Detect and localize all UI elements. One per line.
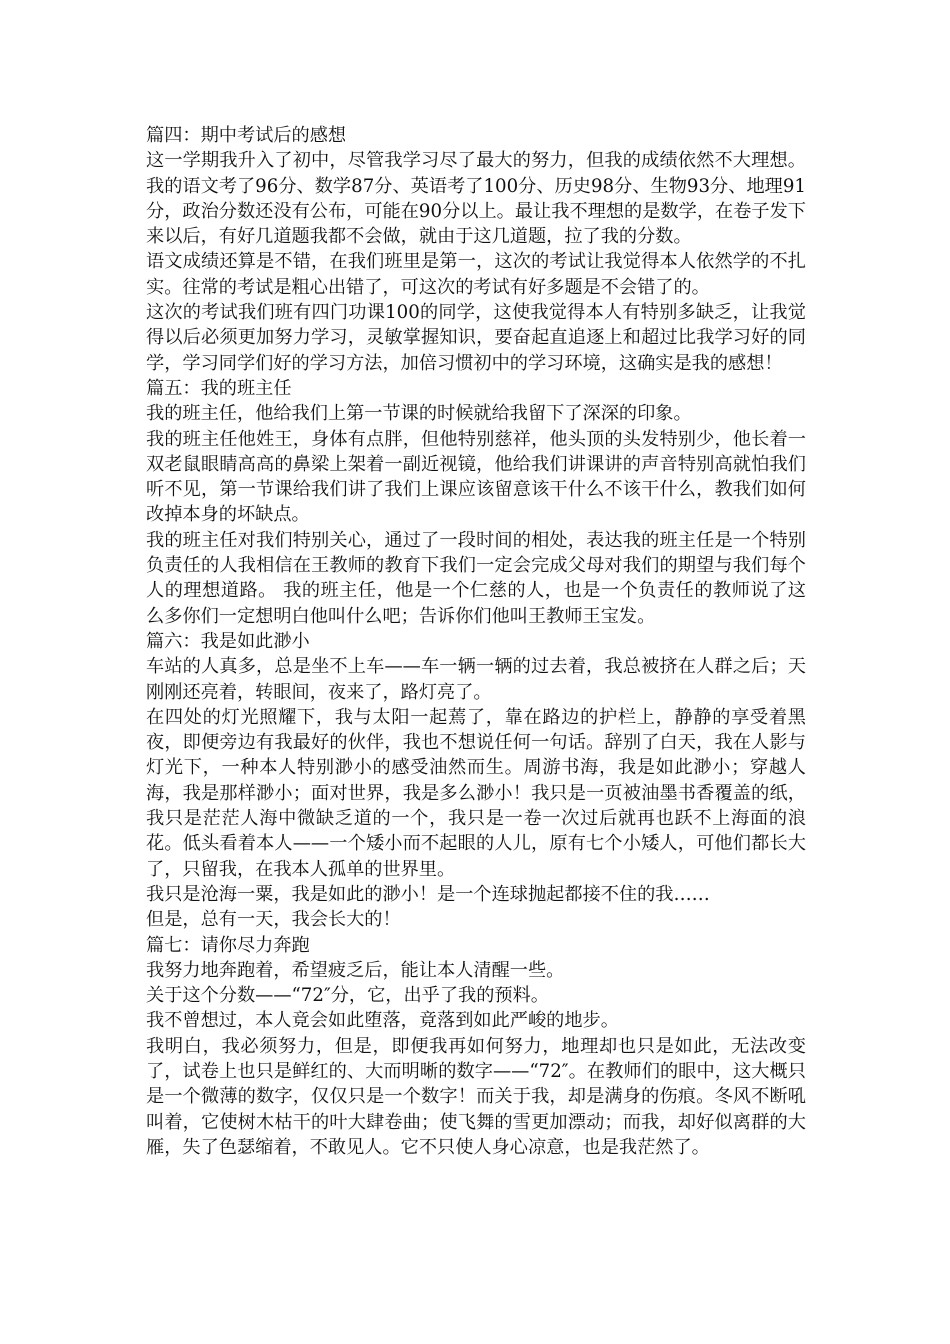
section-heading: 篇七：请你尽力奔跑 <box>146 934 310 956</box>
paragraph: 这次的考试我们班有四门功课100的同学，这使我觉得本人有特别多缺乏，让我觉得以后必须更加努力学习，灵敏掌握知识，要奋起直追逐上和超过比我学习好的同学，学习同学们好的学习方法，加倍习惯初中的学习环境，这确实是我的感想！ <box>146 302 806 374</box>
document-body <box>146 123 806 1160</box>
paragraph: 我的班主任他姓王，身体有点胖，但他特别慈祥，他头顶的头发特别少，他长着一双老鼠眼睛高高的鼻梁上架着一副近视镜，他给我们讲课讲的声音特别高就怕我们听不见，第一节课给我们讲了我们上课应该留意该干什么不该干什么，教我们如何改掉本身的坏缺点。 <box>146 428 806 526</box>
paragraph: 语文成绩还算是不错，在我们班里是第一，这次的考试让我觉得本人依然学的不扎实。往常的考试是粗心出错了，可这次的考试有好多题是不会错了的。 <box>146 251 806 298</box>
paragraph: 在四处的灯光照耀下，我与太阳一起蔫了，靠在路边的护栏上，静静的享受着黑夜，即便旁边有我最好的伙伴，我也不想说任何一句话。辞别了白天，我在人影与灯光下，一种本人特别渺小的感受油然而生。周游书海，我是如此渺小；穿越人海，我是那样渺小；面对世界，我是多么渺小！我只是一页被油墨书香覆盖的纸，我只是茫茫人海中微缺乏道的一个，我只是一卷一次过后就再也跃不上海面的浪花。低头看着本人——一个矮小而不起眼的人儿，原有七个小矮人，可他们都长大了，只留我，在我本人孤单的世界里。 <box>146 706 806 880</box>
paragraph: 我明白，我必须努力，但是，即便我再如何努力，地理却也只是如此，无法改变了，试卷上也只是鲜红的、大而明晰的数字——“72″。在教师们的眼中，这大概只是一个微薄的数字，仅仅只是一个数字！而关于我，却是满身的伤痕。冬风不断吼叫着，它使树木枯干的叶大肆卷曲；使飞舞的雪更加漂动；而我，却好似离群的大雁，失了色瑟缩着，不敢见人。它不只使人身心凉意，也是我茫然了。 <box>146 1035 806 1158</box>
paragraph: 车站的人真多，总是坐不上车——车一辆一辆的过去着，我总被挤在人群之后；天刚刚还亮着，转眼间，夜来了，路灯亮了。 <box>146 656 806 703</box>
paragraph: 我的班主任对我们特别关心，通过了一段时间的相处，表达我的班主任是一个特别负责任的人我相信在王教师的教育下我们一定会完成父母对我们的期望与我们每个人的理想道路。 我的班主任，他是一个仁慈的人，也是一个负责任的教师说了这么多你们一定想明白他叫什么吧；告诉你们他叫王教师王宝发。 <box>146 529 806 627</box>
paragraph: 我只是沧海一粟，我是如此的渺小！是一个连球抛起都接不住的我…… <box>146 883 710 905</box>
paragraph: 但是，总有一天，我会长大的！ <box>146 909 401 931</box>
paragraph: 我努力地奔跑着，希望疲乏后，能让本人清醒一些。 <box>146 959 565 981</box>
paragraph: 这一学期我升入了初中，尽管我学习尽了最大的努力，但我的成绩依然不大理想。我的语文考了96分、数学87分、英语考了100分、历史98分、生物93分、地理91分，政治分数还没有公布，可能在90分以上。最让我不理想的是数学，在卷子发下来以后，有好几道题我都不会做，就由于这几道题，拉了我的分数。 <box>146 150 806 248</box>
paragraph: 关于这个分数——“72″分，它，出乎了我的预料。 <box>146 985 549 1007</box>
paragraph: 我的班主任，他给我们上第一节课的时候就给我留下了深深的印象。 <box>146 403 692 425</box>
section-heading: 篇四：期中考试后的感想 <box>146 125 347 146</box>
section-heading: 篇五：我的班主任 <box>146 377 292 399</box>
section-heading: 篇六：我是如此渺小 <box>146 630 310 652</box>
paragraph: 我不曾想过，本人竟会如此堕落，竟落到如此严峻的地步。 <box>146 1010 619 1032</box>
